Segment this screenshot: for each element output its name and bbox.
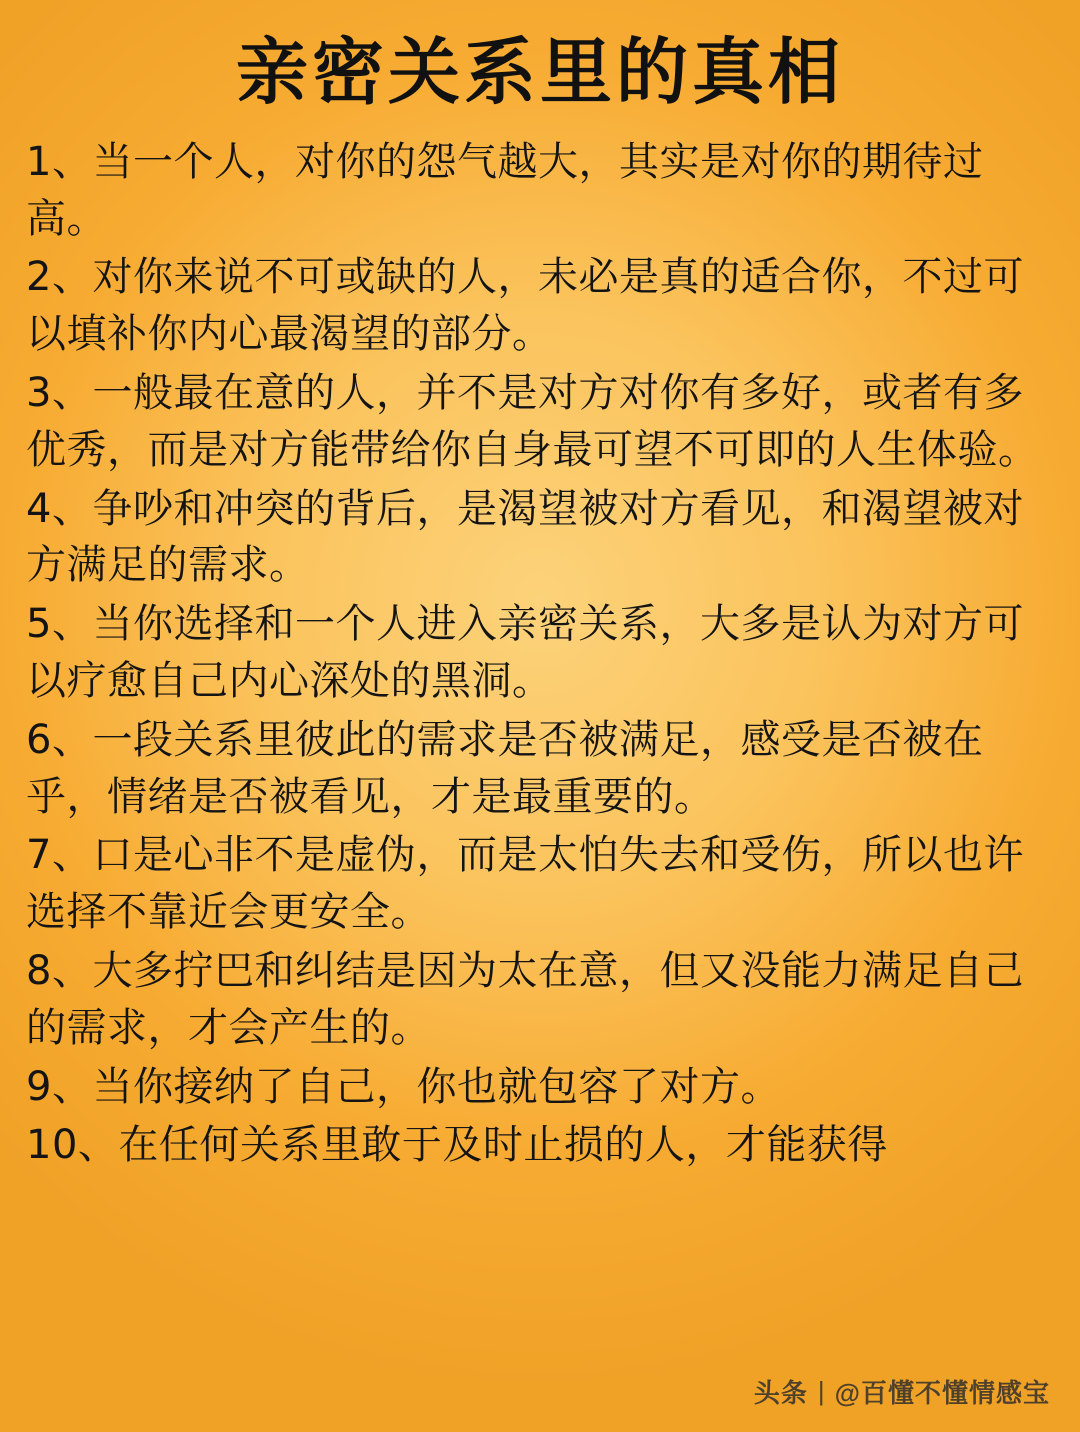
list-item: 6、一段关系里彼此的需求是否被满足，感受是否被在乎，情绪是否被看见，才是最重要的。 bbox=[26, 716, 984, 820]
truth-list bbox=[26, 134, 1054, 1176]
list-item: 7、口是心非不是虚伪，而是太怕失去和受伤，所以也许选择不靠近会更安全。 bbox=[26, 832, 1024, 936]
watermark bbox=[754, 1373, 1050, 1410]
watermark-separator: | bbox=[817, 1376, 825, 1406]
list-item: 2、对你来说不可或缺的人，未必是真的适合你，不过可以填补你内心最渴望的部分。 bbox=[26, 254, 1024, 358]
list-item: 9、当你接纳了自己，你也就包容了对方。 bbox=[26, 1063, 781, 1110]
list-item: 5、当你选择和一个人进入亲密关系，大多是认为对方可以疗愈自己内心深处的黑洞。 bbox=[26, 601, 1024, 704]
watermark-platform: 头条 bbox=[753, 1378, 808, 1408]
watermark-author: @百懂不懂情感宝 bbox=[834, 1378, 1050, 1408]
list-item: 1、当一个人，对你的怨气越大，其实是对你的期待过高。 bbox=[26, 138, 984, 242]
list-item: 10、在任何关系里敢于及时止损的人，才能获得 bbox=[26, 1122, 888, 1169]
list-item: 3、一般最在意的人，并不是对方对你有多好，或者有多优秀，而是对方能带给你自身最可望不可即的人生体验。 bbox=[26, 369, 1039, 473]
list-item: 4、争吵和冲突的背后，是渴望被对方看见，和渴望被对方满足的需求。 bbox=[26, 485, 1024, 589]
list-item: 8、大多拧巴和纠结是因为太在意，但又没能力满足自己的需求，才会产生的。 bbox=[26, 947, 1024, 1051]
page-title: 亲密关系里的真相 bbox=[235, 30, 844, 114]
